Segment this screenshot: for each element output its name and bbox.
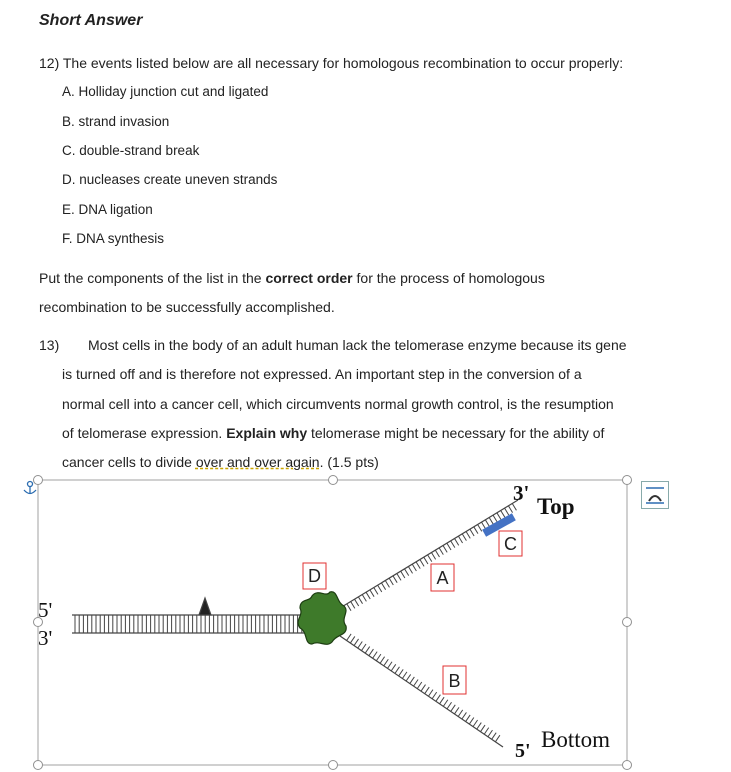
label-5prime-bottom: 5' (515, 740, 531, 762)
label-box-c (499, 531, 522, 556)
q13-line5-text-2: . (1.5 pts) (319, 454, 379, 470)
option-f: F. DNA synthesis (62, 231, 165, 246)
question-13-line1: Most cells in the body of an adult human lack the telomerase enzyme because its gene (88, 337, 627, 353)
question-12-instruction (39, 270, 545, 286)
question-13-line2: is turned off and is therefore not expressed. An important step in the conversion of a (62, 366, 582, 382)
parental-duplex (72, 598, 305, 633)
label-box-d (303, 563, 326, 589)
question-12-instruction-line2: recombination to be successfully accomplished. (39, 299, 335, 315)
lower-strand (340, 634, 503, 747)
question-12-stem: 12) The events listed below are all necessary for homologous recombination to occur properly: (39, 55, 624, 71)
replication-fork-figure[interactable] (0, 470, 731, 772)
q13-line4-text-2: telomerase might be necessary for the ability of (307, 425, 605, 441)
svg-text:D: D (308, 566, 321, 586)
question-13-line3: normal cell into a cancer cell, which circumvents normal growth control, is the resumption (62, 396, 614, 412)
label-5prime-left: 5' (38, 598, 53, 622)
svg-text:C: C (504, 534, 517, 554)
option-c: C. double-strand break (62, 143, 200, 158)
option-b: B. strand invasion (62, 114, 170, 129)
layout-options-button[interactable] (641, 481, 669, 509)
svg-text:B: B (448, 671, 461, 691)
label-3prime-left: 3' (38, 626, 53, 650)
question-13-line4 (62, 425, 604, 441)
layout-options-icon (642, 482, 668, 508)
upper-strand (340, 500, 518, 611)
svg-text:A: A (436, 568, 449, 588)
label-top: Top (537, 494, 575, 519)
q13-line4-bold: Explain why (226, 425, 308, 441)
helicase-blob (298, 592, 346, 645)
q13-line5-flagged: over and over again (195, 454, 320, 470)
option-e: E. DNA ligation (62, 202, 153, 217)
option-d: D. nucleases create uneven strands (62, 172, 278, 187)
q13-line4-text-1: of telomerase expression. (62, 425, 227, 441)
label-3prime-top: 3' (513, 481, 530, 505)
instruction-bold: correct order (265, 270, 353, 286)
q13-line5-text-1: cancer cells to divide (62, 454, 196, 470)
anchor-icon (24, 482, 36, 495)
label-box-a (431, 564, 454, 591)
label-box-b (443, 666, 466, 694)
question-13-line5 (62, 454, 379, 470)
option-a: A. Holliday junction cut and ligated (62, 84, 269, 99)
section-title: Short Answer (39, 12, 143, 29)
instruction-text-2: for the process of homologous (352, 270, 545, 286)
label-bottom: Bottom (541, 727, 611, 752)
question-13-number: 13) (39, 337, 60, 353)
instruction-text-1: Put the components of the list in the (39, 270, 266, 286)
